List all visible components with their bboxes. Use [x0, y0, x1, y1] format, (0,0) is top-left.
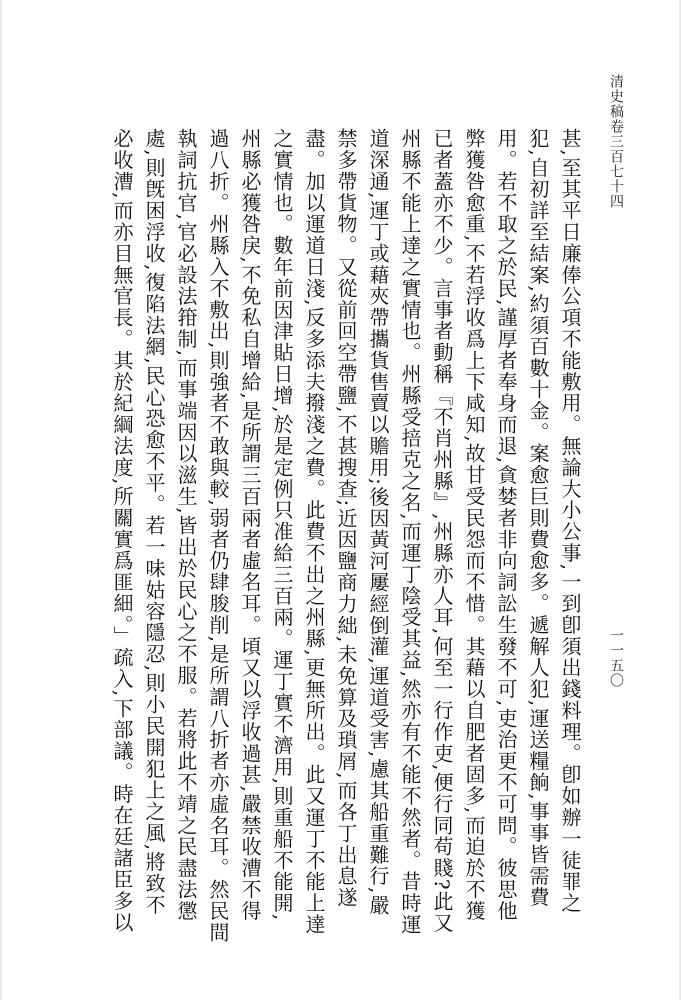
text-columns: [26, 128, 586, 978]
text-column: 州縣必獲咎戾,不免私自增給,是所謂三百兩者虛名耳。頃又以浮收過甚,嚴禁收漕不得: [238, 128, 262, 922]
text-column: 處,則旣困浮收,復陷法網,民心恐愈不平。若一味姑容隱忍,則小民開犯上之風,將致不: [142, 128, 166, 916]
text-column: 已者蓋亦不少。言事者動稱『不肖州縣』,州縣亦人耳,何至一行作吏,便行同苟賤?此又: [430, 128, 454, 934]
text-column: 用。若不取之於民,謹厚者奉身而退,貪婪者非向詞訟生發不可,吏治更不可問。彼思他: [494, 128, 518, 922]
text-column: 道深通,運丁或藉夾帶攜貨售賣以贍用;後因黃河屢經倒灌,運道受害,慮其船重難行,嚴: [366, 128, 390, 917]
text-column: 弊獲咎愈重,不若浮收爲上下咸知,故甘受民怨而不惜。其藉以自肥者固多,而迫於不獲: [462, 128, 486, 922]
text-column: 之實情也。數年前因津貼日增,於是定例只准給三百兩。運丁實不濟用,則重船不能開,: [270, 128, 294, 922]
text-column: 執詞抗官,官必設法箝制,而事端因以滋生,皆出於民心之不服。若將此不靖之民盡法懲: [174, 128, 198, 922]
text-column: 犯,自初詳至結案,約須百數十金。案愈巨則費愈多。遞解人犯,運送糧餉,事事皆需費: [526, 128, 550, 909]
text-column: 盡。加以運道日淺,反多添夫撥淺之費。此費不出之州縣,更無所出。此又運丁不能上達: [302, 128, 326, 936]
running-header: 清史稿卷三百七十四: [608, 74, 624, 209]
text-column: 州縣不能上達之實情也。州縣受掊克之名,而運丁陰受其益,然亦有不能不然者。昔時運: [398, 128, 422, 936]
page-edge-left: [0, 0, 2, 1000]
text-column: 禁多帶貨物。又從前回空帶鹽,不甚搜查;近因鹽商力絀,未免算及瑣屑,而各丁出息遂: [334, 128, 358, 909]
text-column: 過八折。州縣入不敷出,則強者不敢與較,弱者仍肆朘削,是所謂八折者亦虛名耳。然民間: [206, 128, 230, 944]
text-column: 必收漕,而亦目無官長。其於紀綱法度,所關實爲匪細。」疏入,下部議。時在廷諸臣多以: [110, 128, 134, 934]
text-column: 甚,至其平日廉俸公項不能敷用。無論大小公事,一到卽須出錢料理。卽如辦一徒罪之: [558, 128, 582, 914]
page-number: 一一五〇: [608, 628, 624, 688]
